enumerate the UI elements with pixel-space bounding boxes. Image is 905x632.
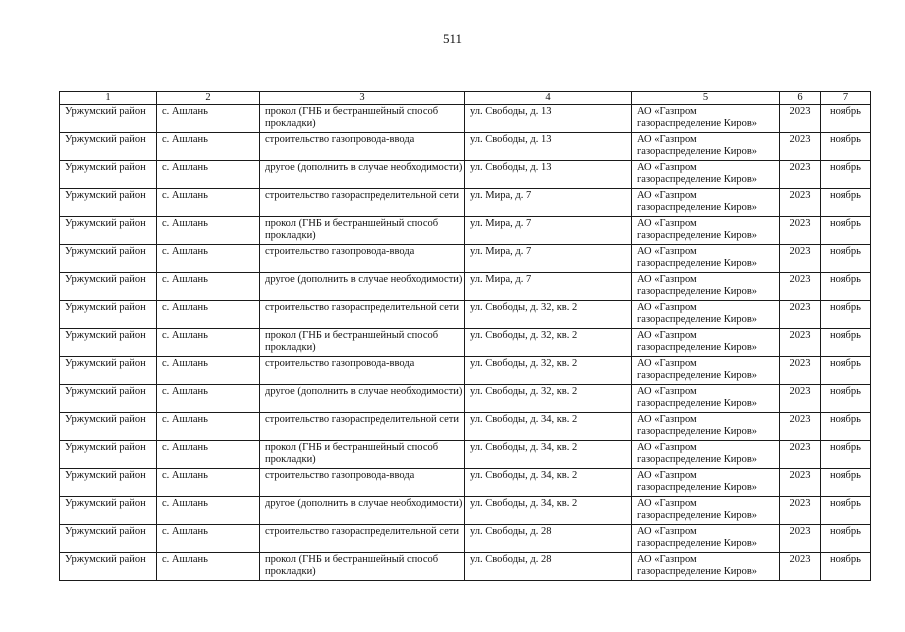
- district-text: Уржумский район: [65, 442, 146, 453]
- month-text: ноябрь: [830, 134, 861, 145]
- district-text: Уржумский район: [65, 106, 146, 117]
- settlement-cell: [157, 189, 260, 217]
- year-cell: [780, 161, 821, 189]
- year-text: 2023: [789, 274, 811, 285]
- year-text: 2023: [789, 218, 811, 229]
- district-text: Уржумский район: [65, 386, 146, 397]
- district-cell: [60, 497, 157, 525]
- organization-text: АО «Газпром газораспределение Киров»: [637, 134, 758, 157]
- settlement-text: с. Ашлань: [162, 274, 208, 285]
- address-cell: [465, 105, 632, 133]
- address-text: ул. Свободы, д. 34, кв. 2: [470, 470, 578, 481]
- year-text: 2023: [789, 302, 811, 313]
- year-cell: [780, 301, 821, 329]
- year-text: 2023: [789, 330, 811, 341]
- column-number-4: 4: [465, 92, 632, 105]
- month-text: ноябрь: [830, 218, 861, 229]
- table-header-row: [60, 92, 871, 105]
- address-cell: [465, 497, 632, 525]
- district-text: Уржумский район: [65, 526, 146, 537]
- work-type-text: другое (дополнить в случае необходимости): [265, 386, 463, 397]
- month-text: ноябрь: [830, 414, 861, 425]
- month-text: ноябрь: [830, 106, 861, 117]
- work-type-text: другое (дополнить в случае необходимости): [265, 162, 463, 173]
- year-text: 2023: [789, 442, 811, 453]
- work-type-cell: [260, 217, 465, 245]
- work-type-cell: [260, 553, 465, 581]
- organization-cell: [632, 329, 780, 357]
- year-cell: [780, 189, 821, 217]
- month-text: ноябрь: [830, 246, 861, 257]
- month-cell: [821, 105, 871, 133]
- settlement-cell: [157, 357, 260, 385]
- district-cell: [60, 385, 157, 413]
- organization-cell: [632, 525, 780, 553]
- organization-cell: [632, 553, 780, 581]
- work-type-text: строительство газопровода-ввода: [265, 470, 415, 481]
- year-text: 2023: [789, 190, 811, 201]
- district-cell: [60, 329, 157, 357]
- district-cell: [60, 161, 157, 189]
- year-cell: [780, 357, 821, 385]
- year-text: 2023: [789, 134, 811, 145]
- work-type-text: строительство газопровода-ввода: [265, 358, 415, 369]
- settlement-cell: [157, 497, 260, 525]
- month-text: ноябрь: [830, 526, 861, 537]
- work-type-cell: [260, 105, 465, 133]
- month-cell: [821, 245, 871, 273]
- work-type-cell: [260, 273, 465, 301]
- district-text: Уржумский район: [65, 554, 146, 565]
- work-type-cell: [260, 441, 465, 469]
- settlement-text: с. Ашлань: [162, 106, 208, 117]
- month-cell: [821, 301, 871, 329]
- year-cell: [780, 497, 821, 525]
- month-cell: [821, 525, 871, 553]
- month-cell: [821, 273, 871, 301]
- address-cell: [465, 245, 632, 273]
- month-cell: [821, 161, 871, 189]
- month-cell: [821, 385, 871, 413]
- organization-cell: [632, 189, 780, 217]
- district-cell: [60, 189, 157, 217]
- work-type-text: строительство газораспределительной сети: [265, 414, 459, 425]
- year-cell: [780, 273, 821, 301]
- address-cell: [465, 413, 632, 441]
- table-row: [60, 469, 871, 497]
- year-cell: [780, 217, 821, 245]
- district-text: Уржумский район: [65, 470, 146, 481]
- address-cell: [465, 133, 632, 161]
- table-row: [60, 273, 871, 301]
- settlement-text: с. Ашлань: [162, 358, 208, 369]
- address-text: ул. Свободы, д. 34, кв. 2: [470, 442, 578, 453]
- month-cell: [821, 217, 871, 245]
- settlement-text: с. Ашлань: [162, 554, 208, 565]
- settlement-text: с. Ашлань: [162, 414, 208, 425]
- work-type-cell: [260, 413, 465, 441]
- year-text: 2023: [789, 498, 811, 509]
- year-cell: [780, 525, 821, 553]
- work-type-cell: [260, 385, 465, 413]
- district-text: Уржумский район: [65, 190, 146, 201]
- district-text: Уржумский район: [65, 414, 146, 425]
- table-row: [60, 525, 871, 553]
- year-cell: [780, 469, 821, 497]
- address-text: ул. Мира, д. 7: [470, 246, 532, 257]
- table-row: [60, 189, 871, 217]
- organization-text: АО «Газпром газораспределение Киров»: [637, 442, 758, 465]
- work-type-cell: [260, 245, 465, 273]
- address-text: ул. Свободы, д. 34, кв. 2: [470, 414, 578, 425]
- district-text: Уржумский район: [65, 274, 146, 285]
- month-cell: [821, 469, 871, 497]
- settlement-cell: [157, 245, 260, 273]
- settlement-text: с. Ашлань: [162, 498, 208, 509]
- settlement-text: с. Ашлань: [162, 442, 208, 453]
- organization-cell: [632, 497, 780, 525]
- address-cell: [465, 161, 632, 189]
- column-number-2: 2: [157, 92, 260, 105]
- settlement-text: с. Ашлань: [162, 386, 208, 397]
- address-text: ул. Свободы, д. 32, кв. 2: [470, 386, 578, 397]
- settlement-cell: [157, 217, 260, 245]
- table-row: [60, 245, 871, 273]
- district-cell: [60, 301, 157, 329]
- table-row: [60, 217, 871, 245]
- settlement-text: с. Ашлань: [162, 302, 208, 313]
- organization-text: АО «Газпром газораспределение Киров»: [637, 358, 758, 381]
- address-cell: [465, 357, 632, 385]
- month-text: ноябрь: [830, 386, 861, 397]
- settlement-cell: [157, 133, 260, 161]
- address-text: ул. Мира, д. 7: [470, 190, 532, 201]
- district-cell: [60, 413, 157, 441]
- organization-text: АО «Газпром газораспределение Киров»: [637, 554, 758, 577]
- address-text: ул. Мира, д. 7: [470, 218, 532, 229]
- address-text: ул. Свободы, д. 28: [470, 554, 552, 565]
- work-type-text: строительство газораспределительной сети: [265, 302, 459, 313]
- work-type-text: прокол (ГНБ и бестраншейный способ прокладки): [265, 106, 439, 129]
- organization-cell: [632, 441, 780, 469]
- organization-text: АО «Газпром газораспределение Киров»: [637, 274, 758, 297]
- district-cell: [60, 105, 157, 133]
- organization-text: АО «Газпром газораспределение Киров»: [637, 218, 758, 241]
- month-cell: [821, 413, 871, 441]
- organization-text: АО «Газпром газораспределение Киров»: [637, 386, 758, 409]
- address-cell: [465, 329, 632, 357]
- work-type-cell: [260, 357, 465, 385]
- organization-cell: [632, 161, 780, 189]
- table-row: [60, 329, 871, 357]
- work-type-text: прокол (ГНБ и бестраншейный способ прокладки): [265, 330, 439, 353]
- address-cell: [465, 301, 632, 329]
- year-text: 2023: [789, 554, 811, 565]
- page-number: 511: [442, 31, 463, 46]
- table-row: [60, 133, 871, 161]
- settlement-cell: [157, 441, 260, 469]
- organization-cell: [632, 133, 780, 161]
- address-text: ул. Мира, д. 7: [470, 274, 532, 285]
- settlement-cell: [157, 553, 260, 581]
- address-text: ул. Свободы, д. 13: [470, 162, 552, 173]
- district-text: Уржумский район: [65, 162, 146, 173]
- year-text: 2023: [789, 414, 811, 425]
- organization-text: АО «Газпром газораспределение Киров»: [637, 330, 758, 353]
- district-cell: [60, 217, 157, 245]
- district-text: Уржумский район: [65, 246, 146, 257]
- settlement-text: с. Ашлань: [162, 218, 208, 229]
- district-text: Уржумский район: [65, 358, 146, 369]
- month-cell: [821, 441, 871, 469]
- settlement-cell: [157, 469, 260, 497]
- column-number-1: 1: [60, 92, 157, 105]
- address-text: ул. Свободы, д. 28: [470, 526, 552, 537]
- work-type-text: прокол (ГНБ и бестраншейный способ прокладки): [265, 554, 439, 577]
- organization-cell: [632, 357, 780, 385]
- settlement-cell: [157, 273, 260, 301]
- month-text: ноябрь: [830, 162, 861, 173]
- organization-text: АО «Газпром газораспределение Киров»: [637, 190, 758, 213]
- district-text: Уржумский район: [65, 330, 146, 341]
- month-text: ноябрь: [830, 358, 861, 369]
- year-cell: [780, 553, 821, 581]
- district-cell: [60, 525, 157, 553]
- district-cell: [60, 245, 157, 273]
- district-text: Уржумский район: [65, 498, 146, 509]
- address-text: ул. Свободы, д. 13: [470, 134, 552, 145]
- settlement-cell: [157, 329, 260, 357]
- district-cell: [60, 553, 157, 581]
- work-type-text: другое (дополнить в случае необходимости): [265, 274, 463, 285]
- year-text: 2023: [789, 162, 811, 173]
- year-cell: [780, 245, 821, 273]
- table-row: [60, 441, 871, 469]
- organization-cell: [632, 413, 780, 441]
- organization-cell: [632, 301, 780, 329]
- table-row: [60, 385, 871, 413]
- month-text: ноябрь: [830, 554, 861, 565]
- year-text: 2023: [789, 106, 811, 117]
- work-type-text: прокол (ГНБ и бестраншейный способ прокладки): [265, 218, 439, 241]
- organization-text: АО «Газпром газораспределение Киров»: [637, 526, 758, 549]
- table-row: [60, 105, 871, 133]
- year-cell: [780, 105, 821, 133]
- table-row: [60, 553, 871, 581]
- work-type-cell: [260, 133, 465, 161]
- organization-cell: [632, 469, 780, 497]
- year-text: 2023: [789, 358, 811, 369]
- settlement-text: с. Ашлань: [162, 470, 208, 481]
- month-cell: [821, 329, 871, 357]
- year-cell: [780, 329, 821, 357]
- organization-cell: [632, 245, 780, 273]
- table-row: [60, 301, 871, 329]
- year-cell: [780, 385, 821, 413]
- table-row: [60, 497, 871, 525]
- address-text: ул. Свободы, д. 32, кв. 2: [470, 302, 578, 313]
- work-type-cell: [260, 469, 465, 497]
- address-text: ул. Свободы, д. 32, кв. 2: [470, 358, 578, 369]
- year-text: 2023: [789, 386, 811, 397]
- address-cell: [465, 469, 632, 497]
- work-type-text: прокол (ГНБ и бестраншейный способ прокладки): [265, 442, 439, 465]
- table-row: [60, 413, 871, 441]
- settlement-text: с. Ашлань: [162, 526, 208, 537]
- month-text: ноябрь: [830, 330, 861, 341]
- month-cell: [821, 189, 871, 217]
- month-text: ноябрь: [830, 190, 861, 201]
- organization-text: АО «Газпром газораспределение Киров»: [637, 470, 758, 493]
- address-cell: [465, 217, 632, 245]
- column-number-6: 6: [780, 92, 821, 105]
- year-cell: [780, 441, 821, 469]
- work-type-text: строительство газораспределительной сети: [265, 526, 459, 537]
- work-type-text: другое (дополнить в случае необходимости): [265, 498, 463, 509]
- address-cell: [465, 273, 632, 301]
- month-text: ноябрь: [830, 442, 861, 453]
- district-text: Уржумский район: [65, 302, 146, 313]
- organization-cell: [632, 105, 780, 133]
- month-text: ноябрь: [830, 498, 861, 509]
- year-text: 2023: [789, 526, 811, 537]
- district-cell: [60, 357, 157, 385]
- address-cell: [465, 189, 632, 217]
- settlement-cell: [157, 385, 260, 413]
- work-type-cell: [260, 301, 465, 329]
- work-type-text: строительство газопровода-ввода: [265, 134, 415, 145]
- column-number-7: 7: [821, 92, 871, 105]
- district-cell: [60, 469, 157, 497]
- works-table: [59, 91, 871, 581]
- settlement-cell: [157, 161, 260, 189]
- organization-text: АО «Газпром газораспределение Киров»: [637, 302, 758, 325]
- settlement-text: с. Ашлань: [162, 134, 208, 145]
- month-cell: [821, 133, 871, 161]
- address-text: ул. Свободы, д. 13: [470, 106, 552, 117]
- column-number-5: 5: [632, 92, 780, 105]
- work-type-cell: [260, 497, 465, 525]
- district-text: Уржумский район: [65, 218, 146, 229]
- organization-text: АО «Газпром газораспределение Киров»: [637, 106, 758, 129]
- address-cell: [465, 441, 632, 469]
- work-type-cell: [260, 189, 465, 217]
- organization-text: АО «Газпром газораспределение Киров»: [637, 246, 758, 269]
- table-row: [60, 357, 871, 385]
- work-type-text: строительство газораспределительной сети: [265, 190, 459, 201]
- address-cell: [465, 553, 632, 581]
- organization-cell: [632, 273, 780, 301]
- organization-text: АО «Газпром газораспределение Киров»: [637, 162, 758, 185]
- organization-cell: [632, 217, 780, 245]
- settlement-cell: [157, 413, 260, 441]
- address-text: ул. Свободы, д. 34, кв. 2: [470, 498, 578, 509]
- month-text: ноябрь: [830, 470, 861, 481]
- settlement-cell: [157, 301, 260, 329]
- settlement-text: с. Ашлань: [162, 162, 208, 173]
- work-type-cell: [260, 329, 465, 357]
- district-cell: [60, 441, 157, 469]
- organization-text: АО «Газпром газораспределение Киров»: [637, 414, 758, 437]
- district-cell: [60, 133, 157, 161]
- settlement-text: с. Ашлань: [162, 330, 208, 341]
- settlement-text: с. Ашлань: [162, 246, 208, 257]
- district-text: Уржумский район: [65, 134, 146, 145]
- address-cell: [465, 525, 632, 553]
- organization-text: АО «Газпром газораспределение Киров»: [637, 498, 758, 521]
- month-cell: [821, 553, 871, 581]
- work-type-text: строительство газопровода-ввода: [265, 246, 415, 257]
- district-cell: [60, 273, 157, 301]
- year-text: 2023: [789, 246, 811, 257]
- year-cell: [780, 133, 821, 161]
- column-number-3: 3: [260, 92, 465, 105]
- month-cell: [821, 497, 871, 525]
- settlement-cell: [157, 105, 260, 133]
- work-type-cell: [260, 525, 465, 553]
- year-text: 2023: [789, 470, 811, 481]
- month-cell: [821, 357, 871, 385]
- work-type-cell: [260, 161, 465, 189]
- address-cell: [465, 385, 632, 413]
- month-text: ноябрь: [830, 274, 861, 285]
- settlement-cell: [157, 525, 260, 553]
- year-cell: [780, 413, 821, 441]
- address-text: ул. Свободы, д. 32, кв. 2: [470, 330, 578, 341]
- month-text: ноябрь: [830, 302, 861, 313]
- table-row: [60, 161, 871, 189]
- settlement-text: с. Ашлань: [162, 190, 208, 201]
- organization-cell: [632, 385, 780, 413]
